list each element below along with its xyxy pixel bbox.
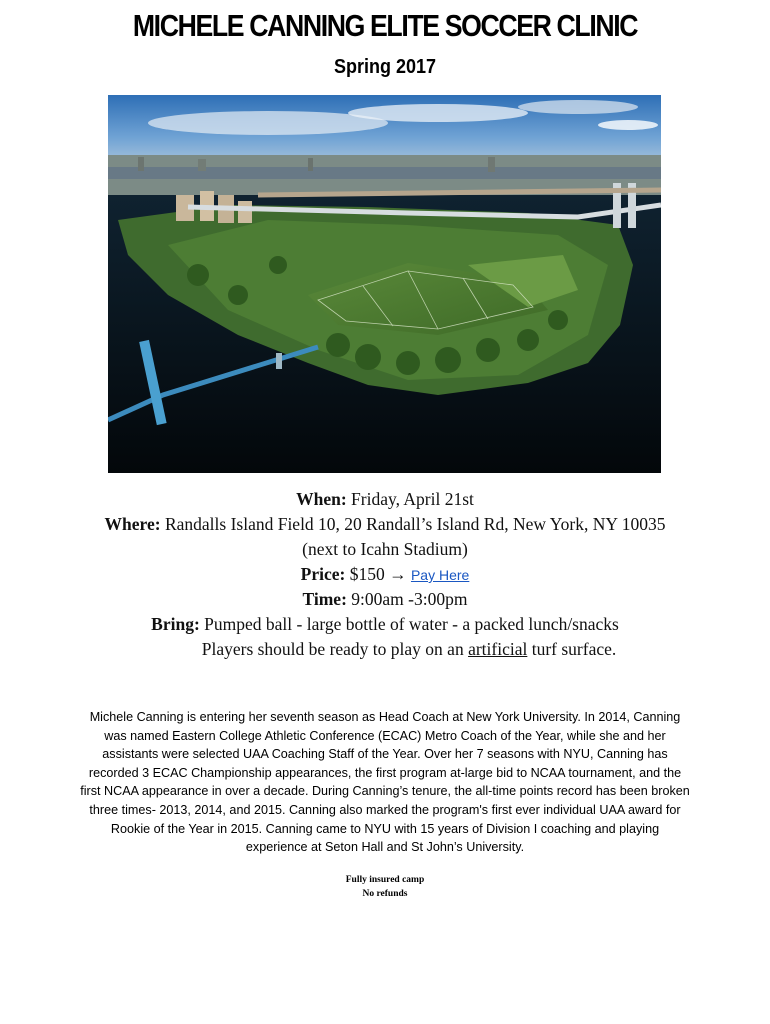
footer-notes — [0, 873, 770, 901]
players-note-before: Players should be ready to play on an — [201, 639, 464, 659]
players-note — [0, 637, 770, 662]
when-label: When: — [296, 489, 347, 509]
price-value: $150 → — [349, 564, 407, 584]
time-line — [0, 587, 770, 612]
time-label: Time: — [302, 589, 347, 609]
players-note-underlined: artificial — [468, 639, 528, 659]
when-line — [0, 487, 770, 512]
bring-label: Bring: — [151, 614, 200, 634]
insured-note: Fully insured camp — [345, 875, 425, 885]
refund-note: No refunds — [362, 889, 408, 899]
where-line — [0, 512, 770, 537]
event-details — [0, 487, 770, 662]
where-label: Where: — [104, 514, 161, 534]
bring-value: Pumped ball - large bottle of water - a packed lunch/snacks — [204, 614, 619, 634]
aerial-photo — [108, 95, 661, 473]
page-subtitle: Spring 2017 — [333, 56, 437, 78]
price-line — [0, 562, 770, 587]
where-value: Randalls Island Field 10, 20 Randall’s Island Rd, New York, NY 10035 — [164, 514, 666, 534]
where-note: (next to Icahn Stadium) — [302, 539, 468, 559]
page-title: MICHELE CANNING ELITE SOCCER CLINIC — [132, 8, 638, 43]
price-label: Price: — [300, 564, 346, 584]
when-value: Friday, April 21st — [351, 489, 474, 509]
bring-line — [0, 612, 770, 637]
players-note-after: turf surface. — [531, 639, 617, 659]
time-value: 9:00am -3:00pm — [351, 589, 468, 609]
coach-bio: Michele Canning is entering her seventh season as Head Coach at New York University. In 2014, Canning was named Eastern College Athletic Conference (ECAC) Metro Coach of the Year, while she and her assistants were selected UAA Coaching Staff of the Year. Over her 7 seasons with NYU, Canning has recorded 3 ECAC Championship appearances, the first program at-large bid to NCAA tournament, and the first NCAA appearance in over a decade. During Canning’s tenure, the all-time points record has been broken three times- 2013, 2014, and 2015. Canning also marked the program's first ever individual UAA award for Rookie of the Year in 2015. Canning came to NYU with 15 years of Division I coaching and playing experience at Seton Hall and St John’s University. — [80, 710, 690, 855]
pay-here-link[interactable]: Pay Here — [410, 567, 470, 583]
